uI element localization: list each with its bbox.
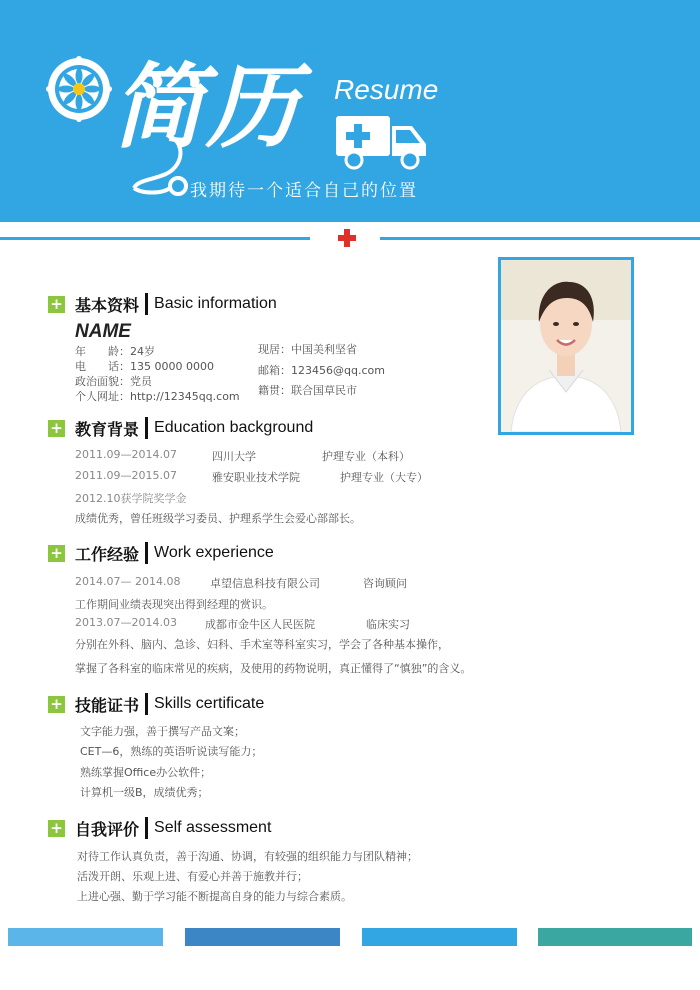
skill-item: 文字能力强，善于撰写产品文案； — [80, 725, 245, 738]
section-title-en: Basic information — [154, 295, 277, 312]
section-education — [48, 415, 313, 441]
resume-subtitle: Resume — [334, 74, 439, 105]
resume-title: 简历 — [112, 54, 301, 161]
self-assessment-item: 对待工作认真负责，善于沟通、协调，有较强的组织能力与团队精神； — [77, 850, 418, 863]
plus-icon: + — [48, 545, 65, 562]
job-title: 咨询顾问 — [363, 577, 407, 590]
email-field: 邮箱：123456@qq.com — [258, 364, 385, 377]
footer-bar-1 — [8, 928, 163, 946]
slogan-text: 我期待一个适合自己的位置 — [190, 181, 418, 201]
skill-item: 计算机一级B，成绩优秀； — [80, 786, 209, 799]
edu-major: 护理专业（本科） — [322, 450, 410, 463]
section-title-cn: 自我评价 — [75, 819, 140, 839]
hometown-field: 籍贯：联合国草民市 — [258, 384, 357, 397]
skill-item: CET—6，熟练的英语听说读写能力； — [80, 745, 263, 758]
politics-field: 政治面貌：党员 — [75, 375, 152, 388]
edu-major: 护理专业（大专） — [340, 471, 428, 484]
job-description: 分别在外科、脑内、急诊、妇科、手术室等科室实习，学会了各种基本操作， — [75, 638, 449, 651]
plus-icon: + — [48, 296, 65, 313]
section-self-assessment — [48, 815, 271, 841]
job-company: 成都市金牛区人民医院 — [205, 618, 315, 631]
edu-school: 雅安职业技术学院 — [212, 471, 300, 484]
section-basic-info — [48, 291, 277, 317]
skill-item: 熟练掌握Office办公软件； — [80, 766, 212, 779]
section-separator — [145, 693, 148, 715]
section-title-en: Self assessment — [154, 819, 272, 836]
website-field: 个人网址：http://12345qq.com — [75, 390, 240, 403]
section-separator — [145, 293, 148, 315]
job-description: 掌握了各科室的临床常见的疾病，及使用的药物说明，真正懂得了“慎独”的含义。 — [75, 662, 472, 675]
header-banner — [0, 0, 700, 222]
edu-date: 2011.09—2014.07 — [75, 448, 177, 461]
ambulance-icon — [334, 112, 430, 172]
section-title-en: Education background — [154, 419, 314, 436]
person-name: NAME — [75, 321, 131, 342]
job-date: 2014.07— 2014.08 — [75, 575, 181, 588]
job-company: 卓望信息科技有限公司 — [210, 577, 320, 590]
section-separator — [145, 417, 148, 439]
footer-bar-4 — [538, 928, 692, 946]
plus-icon: + — [48, 420, 65, 437]
medical-cross-icon — [337, 228, 357, 248]
plus-icon: + — [48, 696, 65, 713]
footer-bar-2 — [185, 928, 340, 946]
residence-field: 现居：中国美利坚省 — [258, 343, 357, 356]
plus-icon: + — [48, 820, 65, 837]
footer-bar-3 — [362, 928, 517, 946]
section-separator — [145, 817, 148, 839]
section-skills — [48, 691, 264, 717]
job-description: 工作期间业绩表现突出得到经理的赏识。 — [75, 598, 273, 611]
section-title-cn: 技能证书 — [75, 695, 140, 715]
job-title: 临床实习 — [366, 618, 410, 631]
stethoscope-icon — [122, 130, 192, 198]
divider-left — [0, 237, 310, 240]
section-title-cn: 基本资料 — [75, 295, 140, 315]
age-field: 年 龄：24岁 — [75, 345, 155, 358]
section-title-en: Work experience — [154, 544, 274, 561]
section-title-cn: 工作经验 — [75, 544, 140, 564]
edu-note: 成绩优秀，曾任班级学习委员、护理系学生会爱心部部长。 — [75, 512, 361, 525]
profile-photo — [498, 257, 634, 435]
edu-date: 2011.09—2015.07 — [75, 469, 177, 482]
self-assessment-item: 活泼开朗、乐观上进、有爱心并善于施教并行； — [77, 870, 308, 883]
flower-gear-icon — [46, 56, 112, 122]
edu-award: 2012.10获学院奖学金 — [75, 492, 187, 505]
edu-school: 四川大学 — [212, 450, 256, 463]
divider-right — [380, 237, 700, 240]
job-date: 2013.07—2014.03 — [75, 616, 177, 629]
section-separator — [145, 542, 148, 564]
section-title-cn: 教育背景 — [75, 419, 140, 439]
self-assessment-item: 上进心强、勤于学习能不断提高自身的能力与综合素质。 — [77, 890, 352, 903]
section-title-en: Skills certificate — [154, 695, 265, 712]
section-work — [48, 540, 274, 566]
nurse-portrait-image — [501, 260, 631, 432]
phone-field: 电 话：135 0000 0000 — [75, 360, 214, 373]
